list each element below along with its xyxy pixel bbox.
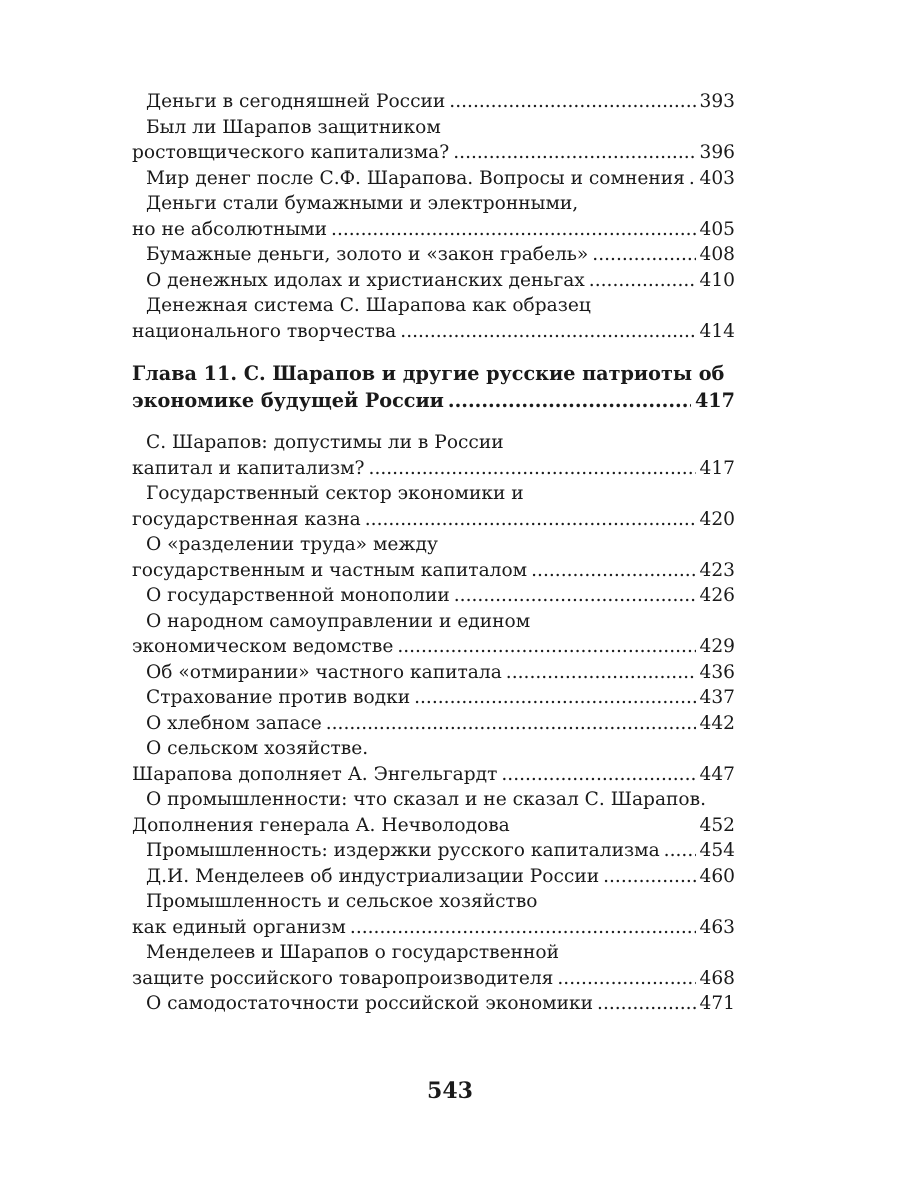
toc-entry: [132, 115, 735, 166]
toc-line: [132, 583, 735, 609]
toc-page-number: 396: [699, 142, 735, 163]
dot-leader: [453, 140, 695, 166]
toc-entry-title: Промышленность: издержки русского капитализма: [146, 840, 660, 861]
toc-line: [132, 387, 735, 414]
toc-entry-title: ростовщического капитализма?: [132, 142, 450, 163]
toc-page-number: 423: [699, 559, 735, 581]
toc-page-number: 420: [699, 508, 735, 530]
toc-line: [132, 140, 735, 166]
dot-leader: [365, 507, 696, 533]
dot-leader: [664, 838, 696, 864]
toc-page-number: 405: [699, 218, 735, 240]
toc-entry: [132, 787, 735, 838]
toc-entry-title: Деньги в сегодняшней России: [146, 91, 446, 112]
dot-leader: [397, 634, 695, 660]
dot-leader: [400, 319, 695, 345]
toc-entry: [132, 293, 735, 344]
toc-page-number: 468: [699, 967, 735, 989]
toc-page-number: 417: [694, 389, 735, 412]
toc-entry: [132, 481, 735, 532]
toc-line: [132, 217, 735, 243]
toc-line: [132, 940, 735, 966]
toc-page-number: 442: [699, 712, 735, 734]
toc-entry-title: но не абсолютными: [132, 218, 328, 240]
toc-page-number: 437: [699, 687, 735, 708]
toc-entry: [132, 889, 735, 940]
toc-entry-title: национального творчества: [132, 320, 397, 342]
chapter-heading: [132, 360, 735, 414]
toc-page-number: 429: [699, 636, 735, 657]
toc-entry: [132, 609, 735, 660]
toc-page-number: 403: [699, 167, 735, 189]
toc-entry-title: Мир денег после С.Ф. Шарапова. Вопросы и сомнения: [146, 167, 685, 189]
toc-page-number: 408: [699, 244, 735, 265]
toc-entry: [132, 242, 735, 268]
toc-entry-title: экономическом ведомстве: [132, 636, 394, 657]
dot-leader: [326, 711, 696, 737]
toc-line: [132, 634, 735, 660]
toc-line: [132, 191, 735, 217]
toc-entry: [132, 838, 735, 864]
toc-line: [132, 711, 735, 737]
toc-line: [132, 889, 735, 915]
toc-entry-title: Был ли Шарапов защитником: [146, 116, 441, 138]
toc-entry-title: Д.И. Менделеев об индустриализации России: [146, 865, 600, 887]
toc-page-number: 454: [699, 840, 735, 861]
toc-entry: [132, 166, 735, 192]
toc-entry-title: О самодостаточности российской экономики: [146, 993, 594, 1014]
toc-entry: [132, 864, 735, 890]
dot-leader: [603, 864, 695, 890]
dot-leader: [331, 217, 695, 243]
toc-entry-title: государственная казна: [132, 508, 361, 530]
toc-entry: [132, 268, 735, 294]
toc-entry-title: О промышленности: что сказал и не сказал С. Шарапов.: [146, 789, 706, 810]
toc-line: [132, 166, 735, 192]
dot-leader: [557, 966, 695, 992]
toc-entry-title: защите российского товаропроизводителя: [132, 967, 554, 989]
toc-entry-title: О сельском хозяйстве.: [146, 738, 369, 759]
dot-leader: [531, 558, 695, 584]
toc-entry-title: О денежных идолах и христианских деньгах: [146, 269, 585, 291]
toc-line: [132, 864, 735, 890]
toc-entry: [132, 940, 735, 991]
toc-section-after: [132, 430, 735, 1017]
toc-line: [132, 268, 735, 294]
toc-entry-title: О государственной монополии: [146, 585, 450, 606]
toc-line: [132, 89, 735, 115]
toc-entry: [132, 685, 735, 711]
toc-entry: [132, 991, 735, 1017]
toc-entry: [132, 532, 735, 583]
dot-leader: [501, 762, 695, 788]
toc-line: [132, 115, 735, 141]
toc-entry-title: государственным и частным капиталом: [132, 559, 528, 581]
toc-entry-title: Деньги стали бумажными и электронными,: [146, 193, 579, 214]
toc-page-number: 463: [699, 916, 735, 938]
toc-page-number: 417: [699, 457, 735, 479]
toc-entry-title: Государственный сектор экономики и: [146, 483, 524, 504]
dot-leader: [689, 166, 696, 192]
toc-entry-title: О народном самоуправлении и едином: [146, 610, 531, 632]
dot-leader: [449, 89, 695, 115]
toc-line: [132, 319, 735, 345]
toc-line: [132, 966, 735, 992]
toc-line: [132, 558, 735, 584]
toc-page-number: 436: [699, 661, 735, 683]
toc-line: [132, 813, 735, 839]
toc-line: [132, 430, 735, 456]
dot-leader: [414, 685, 695, 711]
toc-page-number: 393: [699, 91, 735, 112]
toc-line: [132, 609, 735, 635]
dot-leader: [448, 387, 691, 414]
dot-leader: [597, 991, 695, 1017]
toc-entry-title: Бумажные деньги, золото и «закон грабель»: [146, 244, 589, 265]
toc-line: [132, 293, 735, 319]
toc-entry-title: экономике будущей России: [132, 389, 444, 412]
toc-page-number: 414: [699, 320, 735, 342]
toc-entry-title: С. Шарапов: допустимы ли в России: [146, 432, 504, 453]
toc-line: [132, 787, 735, 813]
dot-leader: [589, 268, 696, 294]
table-of-contents: [132, 89, 735, 1017]
dot-leader: [506, 660, 696, 686]
toc-line: [132, 685, 735, 711]
toc-page-number: 452: [699, 814, 735, 836]
toc-entry-title: капитал и капитализм?: [132, 457, 365, 479]
toc-line: [132, 660, 735, 686]
toc-line: [132, 456, 735, 482]
toc-line: [132, 532, 735, 558]
toc-line: [132, 736, 735, 762]
toc-entry-title: О «разделении труда» между: [146, 534, 438, 555]
toc-entry: [132, 430, 735, 481]
toc-page-number: 447: [699, 763, 735, 785]
dot-leader: [592, 242, 695, 268]
toc-line: [132, 242, 735, 268]
toc-entry-title: как единый организм: [132, 916, 346, 938]
toc-page-number: 460: [699, 865, 735, 887]
page-number: 543: [427, 1078, 473, 1104]
toc-line: [132, 991, 735, 1017]
toc-entry-title: Страхование против водки: [146, 687, 411, 708]
toc-page-number: 471: [699, 993, 735, 1014]
toc-line: [132, 360, 735, 387]
toc-line: [132, 838, 735, 864]
dot-leader: [454, 583, 696, 609]
toc-entry-title: Промышленность и сельское хозяйство: [146, 891, 538, 912]
toc-line: [132, 762, 735, 788]
toc-entry-title: О хлебном запасе: [146, 712, 322, 734]
toc-entry-title: Глава 11. С. Шарапов и другие русские патриоты об: [132, 362, 725, 385]
toc-line: [132, 507, 735, 533]
toc-entry: [132, 711, 735, 737]
toc-entry: [132, 660, 735, 686]
toc-section-before: [132, 89, 735, 344]
toc-page-number: 410: [699, 269, 735, 291]
toc-entry: [132, 89, 735, 115]
toc-line: [132, 915, 735, 941]
toc-entry: [132, 360, 735, 414]
toc-entry-title: Денежная система С. Шарапова как образец: [146, 295, 591, 316]
toc-page-number: 426: [699, 585, 735, 606]
toc-entry: [132, 583, 735, 609]
dot-leader: [350, 915, 696, 941]
toc-entry-title: Об «отмирании» частного капитала: [146, 661, 502, 683]
toc-entry-title: Дополнения генерала А. Нечволодова: [132, 814, 510, 836]
toc-entry-title: Шарапова дополняет А. Энгельгардт: [132, 763, 498, 785]
toc-entry-title: Менделеев и Шарапов о государственной: [146, 942, 560, 963]
toc-entry: [132, 191, 735, 242]
dot-leader: [369, 456, 696, 482]
toc-entry: [132, 736, 735, 787]
toc-line: [132, 481, 735, 507]
